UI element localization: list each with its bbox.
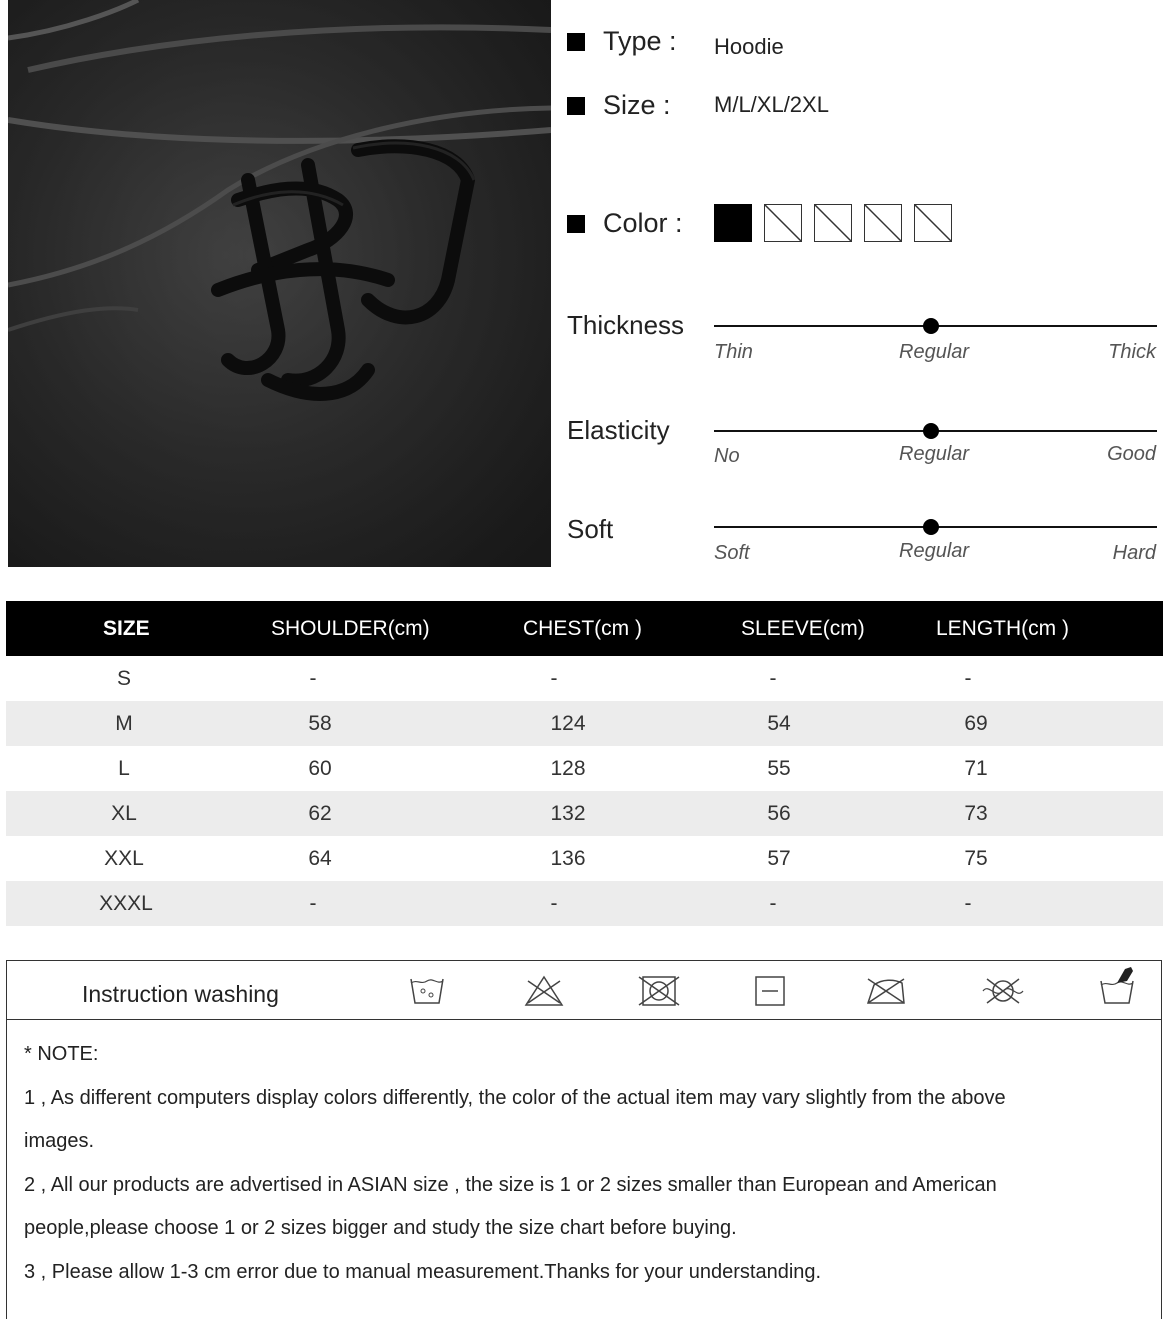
cell-chest: 136 [550, 847, 586, 870]
product-photo [8, 0, 551, 567]
cell-length: 73 [964, 802, 988, 825]
cell-shoulder: - [309, 667, 317, 690]
soft-high-label: Hard [1112, 542, 1156, 564]
note-line: 2 , All our products are advertised in ASIAN size , the size is 1 or 2 sizes smaller than European and American [24, 1174, 997, 1196]
elasticity-mid-label: Regular [899, 443, 970, 465]
header-size: SIZE [103, 617, 150, 640]
cell-shoulder: - [309, 892, 317, 915]
cell-size: M [115, 712, 133, 735]
cell-length: - [964, 892, 972, 915]
size-value: M/L/XL/2XL [714, 92, 829, 117]
cell-size: L [118, 757, 130, 780]
do-not-dry-clean-icon [979, 973, 1027, 1009]
cell-chest: - [550, 892, 558, 915]
cell-sleeve: 56 [767, 802, 791, 825]
elasticity-label: Elasticity [567, 415, 670, 445]
cell-shoulder: 64 [308, 847, 332, 870]
table-row [6, 656, 1163, 701]
thickness-label: Thickness [567, 310, 685, 340]
notes-section [6, 1019, 1162, 1319]
wash-30-icon [407, 973, 447, 1009]
table-row [6, 836, 1163, 881]
header-chest: CHEST(cm ) [523, 617, 642, 640]
color-swatches [714, 204, 952, 242]
table-row [6, 746, 1163, 791]
soft-label: Soft [567, 514, 614, 544]
color-swatch-empty[interactable] [914, 204, 952, 242]
cell-size: S [116, 667, 132, 690]
soft-low-label: Soft [714, 542, 750, 564]
cell-chest: 128 [550, 757, 586, 780]
unavailable-slash-icon [915, 205, 952, 242]
type-label: Type : [603, 26, 677, 56]
note-line: 3 , Please allow 1-3 cm error due to manual measurement.Thanks for your understanding. [24, 1261, 822, 1283]
note-line: 1 , As different computers display colors differently, the color of the actual item may vary slightly from the above [24, 1087, 1006, 1109]
do-not-tumble-dry-icon [637, 973, 681, 1009]
iron-low-icon [864, 973, 908, 1009]
table-row [6, 881, 1163, 926]
elasticity-low-label: No [714, 445, 740, 467]
cell-length: 71 [964, 757, 988, 780]
hand-wash-icon [1095, 963, 1139, 1007]
header-length: LENGTH(cm ) [936, 617, 1069, 640]
cell-shoulder: 60 [308, 757, 332, 780]
unavailable-slash-icon [865, 205, 902, 242]
do-not-bleach-icon [522, 973, 566, 1009]
color-swatch-black[interactable] [714, 204, 752, 242]
washing-instructions [6, 960, 1162, 1020]
spec-size [567, 90, 829, 121]
thickness-mid-label: Regular [899, 341, 970, 363]
cell-length: 69 [964, 712, 988, 735]
color-swatch-empty[interactable] [864, 204, 902, 242]
washing-title: Instruction washing [82, 981, 279, 1007]
table-row [6, 791, 1163, 836]
soft-level-marker [923, 519, 939, 535]
table-row [6, 701, 1163, 746]
spec-color [567, 208, 683, 239]
elasticity-high-label: Good [1107, 443, 1156, 465]
cell-length: 75 [964, 847, 988, 870]
cell-sleeve: 57 [767, 847, 791, 870]
color-swatch-empty[interactable] [814, 204, 852, 242]
cell-chest: 132 [550, 802, 586, 825]
type-value: Hoodie [714, 34, 784, 59]
cell-length: - [964, 667, 972, 690]
unavailable-slash-icon [765, 205, 802, 242]
cell-sleeve: 55 [767, 757, 791, 780]
spec-type [567, 26, 784, 59]
dry-flat-icon [752, 973, 788, 1009]
unavailable-slash-icon [815, 205, 852, 242]
note-line: people,please choose 1 or 2 sizes bigger and study the size chart before buying. [24, 1217, 737, 1239]
hoodie-fabric-illustration [8, 0, 551, 567]
bullet-icon [567, 33, 585, 51]
cell-sleeve: - [769, 892, 777, 915]
note-line: images. [24, 1130, 95, 1152]
header-sleeve: SLEEVE(cm) [741, 617, 865, 640]
color-label: Color : [603, 208, 683, 238]
cell-size: XXXL [99, 892, 153, 915]
cell-shoulder: 58 [308, 712, 332, 735]
cell-chest: - [550, 667, 558, 690]
cell-size: XL [111, 802, 137, 825]
note-heading: * NOTE: [24, 1043, 99, 1065]
size-label: Size : [603, 90, 671, 120]
bullet-icon [567, 215, 585, 233]
header-shoulder: SHOULDER(cm) [271, 617, 430, 640]
cell-sleeve: - [769, 667, 777, 690]
thickness-level-marker [923, 318, 939, 334]
thickness-low-label: Thin [714, 341, 753, 363]
cell-shoulder: 62 [308, 802, 332, 825]
soft-mid-label: Regular [899, 540, 970, 562]
cell-sleeve: 54 [767, 712, 791, 735]
thickness-high-label: Thick [1108, 341, 1156, 363]
color-swatch-empty[interactable] [764, 204, 802, 242]
cell-size: XXL [104, 847, 144, 870]
bullet-icon [567, 97, 585, 115]
elasticity-level-marker [923, 423, 939, 439]
cell-chest: 124 [550, 712, 586, 735]
size-table-header [6, 601, 1163, 656]
